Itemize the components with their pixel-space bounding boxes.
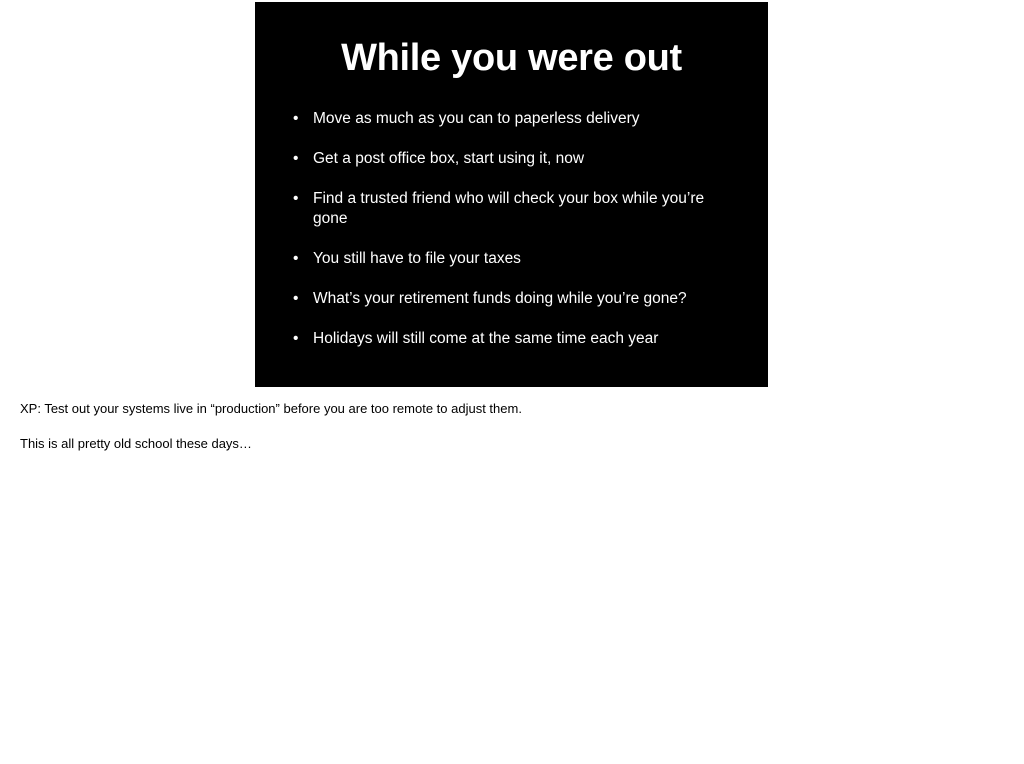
bullet-dot-icon: • xyxy=(293,190,299,207)
bullet-item-post-office-box xyxy=(293,149,733,169)
bullet-text: You still have to file your taxes xyxy=(313,250,521,267)
note-line: XP: Test out your systems live in “production” before you are too remote to adjust them. xyxy=(20,401,522,416)
bullet-text: What’s your retirement funds doing while you’re gone? xyxy=(313,290,687,307)
bullet-text: Holidays will still come at the same time each year xyxy=(313,330,659,347)
bullet-text: Move as much as you can to paperless delivery xyxy=(313,110,640,127)
bullet-dot-icon: • xyxy=(293,250,299,267)
bullet-dot-icon: • xyxy=(293,330,299,347)
speaker-notes xyxy=(20,400,1000,470)
bullet-dot-icon: • xyxy=(293,110,299,127)
bullet-item-trusted-friend xyxy=(293,189,733,229)
bullet-item-taxes xyxy=(293,249,733,269)
bullet-text: Find a trusted friend who will check your box while you’re gone xyxy=(313,190,705,227)
bullet-item-retirement-funds xyxy=(293,289,733,309)
bullet-dot-icon: • xyxy=(293,290,299,307)
bullet-text: Get a post office box, start using it, now xyxy=(313,150,585,167)
slide-title: While you were out xyxy=(341,37,682,79)
bullet-item-holidays xyxy=(293,329,733,349)
bullet-item-paperless xyxy=(293,109,733,129)
bullet-list xyxy=(293,109,733,369)
note-line: This is all pretty old school these days… xyxy=(20,436,252,451)
slide xyxy=(255,2,768,387)
bullet-dot-icon: • xyxy=(293,150,299,167)
